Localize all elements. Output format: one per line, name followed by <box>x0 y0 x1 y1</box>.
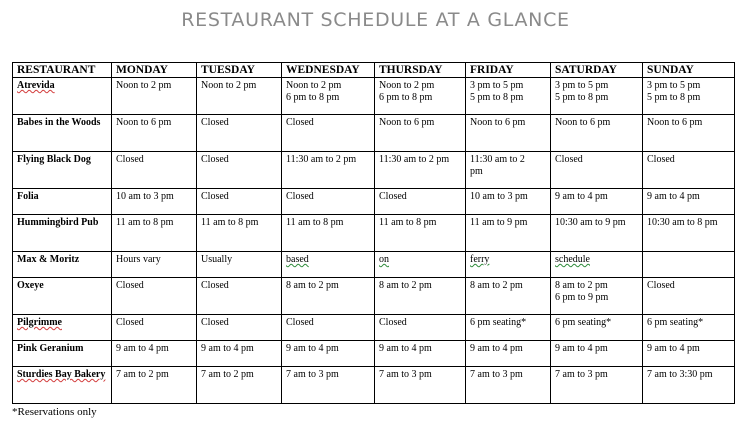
restaurant-name: Pink Geranium <box>13 341 112 367</box>
hours-cell <box>643 252 735 278</box>
hours-cell: 9 am to 4 pm <box>375 341 466 367</box>
hours-cell: 9 am to 4 pm <box>551 341 643 367</box>
hours-cell: 10 am to 3 pm <box>112 189 197 215</box>
hours-cell: 11:30 am to 2 pm <box>282 152 375 189</box>
hours-cell: Closed <box>643 152 735 189</box>
hours-cell: 9 am to 4 pm <box>551 189 643 215</box>
hours-cell: 9 am to 4 pm <box>466 341 551 367</box>
hours-cell: Noon to 6 pm <box>112 115 197 152</box>
hours-cell: Noon to 6 pm <box>466 115 551 152</box>
restaurant-name: Max & Moritz <box>13 252 112 278</box>
hours-cell: Closed <box>197 189 282 215</box>
hours-cell: Closed <box>282 189 375 215</box>
header-row <box>13 63 735 78</box>
hours-cell: 7 am to 3 pm <box>466 367 551 404</box>
hours-cell: Hours vary <box>112 252 197 278</box>
table-row <box>13 115 735 152</box>
table-row <box>13 215 735 252</box>
hours-cell: 8 am to 2 pm <box>282 278 375 315</box>
hours-cell: Noon to 6 pm <box>643 115 735 152</box>
restaurant-name: Hummingbird Pub <box>13 215 112 252</box>
column-header-thursday: THURSDAY <box>375 63 466 78</box>
table-row <box>13 189 735 215</box>
hours-cell: Closed <box>112 278 197 315</box>
restaurant-name: Sturdies Bay Bakery <box>13 367 112 404</box>
restaurant-name: Pilgrimme <box>13 315 112 341</box>
restaurant-name: Babes in the Woods <box>13 115 112 152</box>
hours-cell: Closed <box>375 189 466 215</box>
column-header-sunday: SUNDAY <box>643 63 735 78</box>
table-row <box>13 315 735 341</box>
restaurant-name: Oxeye <box>13 278 112 315</box>
footnote: *Reservations only <box>12 406 97 418</box>
hours-cell: 7 am to 2 pm <box>197 367 282 404</box>
column-header-saturday: SATURDAY <box>551 63 643 78</box>
table-row <box>13 252 735 278</box>
column-header-wednesday: WEDNESDAY <box>282 63 375 78</box>
hours-cell: 7 am to 2 pm <box>112 367 197 404</box>
table-row <box>13 278 735 315</box>
column-header-friday: FRIDAY <box>466 63 551 78</box>
hours-cell: 8 am to 2 pm 6 pm to 9 pm <box>551 278 643 315</box>
hours-cell: 10 am to 3 pm <box>466 189 551 215</box>
hours-cell: Noon to 2 pm <box>112 78 197 115</box>
hours-cell: 11 am to 8 pm <box>197 215 282 252</box>
restaurant-name: Atrevida <box>13 78 112 115</box>
column-header-tuesday: TUESDAY <box>197 63 282 78</box>
hours-cell: Closed <box>197 152 282 189</box>
hours-cell: 6 pm seating* <box>643 315 735 341</box>
hours-cell: on <box>375 252 466 278</box>
hours-cell: 10:30 am to 8 pm <box>643 215 735 252</box>
hours-cell: Closed <box>643 278 735 315</box>
hours-cell: 9 am to 4 pm <box>197 341 282 367</box>
hours-cell: 7 am to 3 pm <box>282 367 375 404</box>
table-row <box>13 78 735 115</box>
hours-cell: Noon to 2 pm 6 pm to 8 pm <box>375 78 466 115</box>
hours-cell: 9 am to 4 pm <box>112 341 197 367</box>
hours-cell: 9 am to 4 pm <box>282 341 375 367</box>
page-title: RESTAURANT SCHEDULE AT A GLANCE <box>181 9 570 31</box>
hours-cell: Closed <box>551 152 643 189</box>
hours-cell: Noon to 2 pm <box>197 78 282 115</box>
hours-cell: 7 am to 3 pm <box>375 367 466 404</box>
hours-cell: 7 am to 3:30 pm <box>643 367 735 404</box>
hours-cell: 3 pm to 5 pm 5 pm to 8 pm <box>551 78 643 115</box>
hours-cell: 11:30 am to 2 pm <box>466 152 551 189</box>
hours-cell: 10:30 am to 9 pm <box>551 215 643 252</box>
hours-cell: 3 pm to 5 pm 5 pm to 8 pm <box>466 78 551 115</box>
hours-cell: based <box>282 252 375 278</box>
hours-cell: Noon to 2 pm 6 pm to 8 pm <box>282 78 375 115</box>
hours-cell: ferry <box>466 252 551 278</box>
hours-cell: 9 am to 4 pm <box>643 189 735 215</box>
hours-cell: 7 am to 3 pm <box>551 367 643 404</box>
hours-cell: 11 am to 9 pm <box>466 215 551 252</box>
hours-cell: 11 am to 8 pm <box>375 215 466 252</box>
hours-cell: schedule <box>551 252 643 278</box>
hours-cell: 11 am to 8 pm <box>112 215 197 252</box>
hours-cell: Closed <box>197 115 282 152</box>
hours-cell: 8 am to 2 pm <box>375 278 466 315</box>
table-row <box>13 367 735 404</box>
hours-cell: 6 pm seating* <box>551 315 643 341</box>
hours-cell: 6 pm seating* <box>466 315 551 341</box>
hours-cell: Closed <box>282 315 375 341</box>
hours-cell: Closed <box>112 152 197 189</box>
column-header-restaurant: RESTAURANT <box>13 63 112 78</box>
hours-cell: Closed <box>375 315 466 341</box>
hours-cell: 11 am to 8 pm <box>282 215 375 252</box>
hours-cell: Closed <box>197 278 282 315</box>
hours-cell: Closed <box>112 315 197 341</box>
table-row <box>13 152 735 189</box>
schedule-table <box>12 62 735 404</box>
hours-cell: Usually <box>197 252 282 278</box>
hours-cell: Noon to 6 pm <box>551 115 643 152</box>
restaurant-name: Folia <box>13 189 112 215</box>
hours-cell: Noon to 6 pm <box>375 115 466 152</box>
column-header-monday: MONDAY <box>112 63 197 78</box>
restaurant-name: Flying Black Dog <box>13 152 112 189</box>
hours-cell: Closed <box>197 315 282 341</box>
hours-cell: 8 am to 2 pm <box>466 278 551 315</box>
hours-cell: 3 pm to 5 pm 5 pm to 8 pm <box>643 78 735 115</box>
hours-cell: 11:30 am to 2 pm <box>375 152 466 189</box>
hours-cell: 9 am to 4 pm <box>643 341 735 367</box>
hours-cell: Closed <box>282 115 375 152</box>
table-row <box>13 341 735 367</box>
